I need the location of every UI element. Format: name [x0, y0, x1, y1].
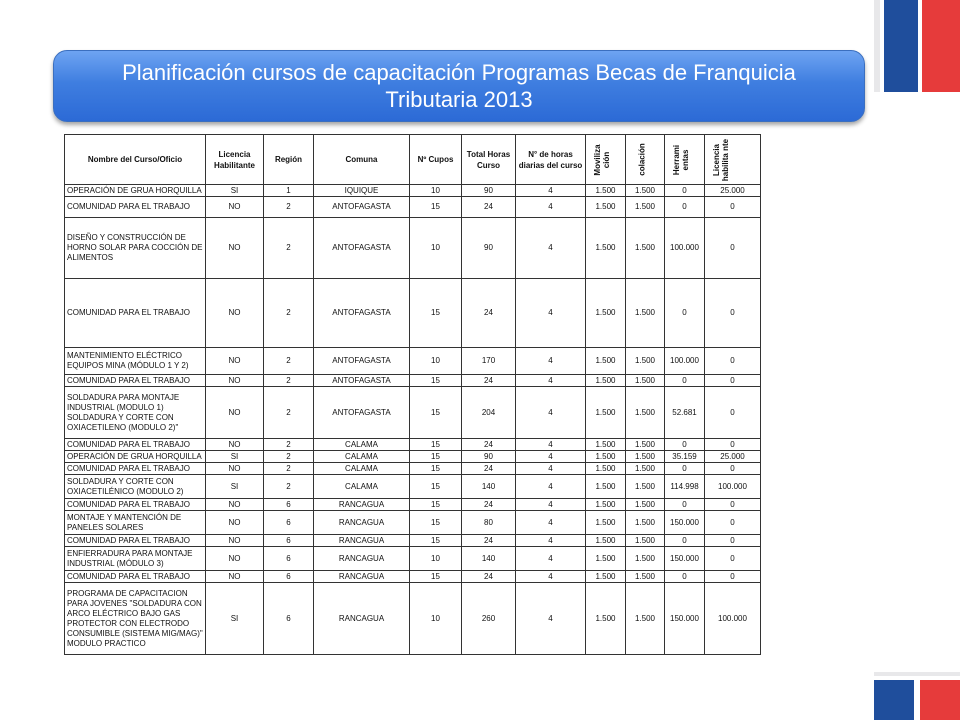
table-cell: 0 [665, 197, 705, 218]
table-row [65, 511, 761, 535]
table-row [65, 463, 761, 475]
table-cell: 15 [410, 375, 462, 387]
table-cell: 4 [516, 571, 586, 583]
table-cell: 100.000 [665, 218, 705, 279]
table-cell: 0 [705, 218, 761, 279]
table-cell: 1.500 [586, 463, 626, 475]
table-cell: 15 [410, 511, 462, 535]
table-cell: 90 [462, 218, 516, 279]
table-cell: NO [206, 197, 264, 218]
table-cell: 0 [665, 535, 705, 547]
table-cell: 0 [705, 375, 761, 387]
table-row [65, 348, 761, 375]
table-cell: CALAMA [314, 463, 410, 475]
table-cell: COMUNIDAD PARA EL TRABAJO [65, 197, 206, 218]
table-cell: SOLDADURA PARA MONTAJE INDUSTRIAL (MODULO 1) SOLDADURA Y CORTE CON OXIACETILENO (MODULO 2)" [65, 387, 206, 439]
table-cell: NO [206, 535, 264, 547]
table-cell: 25.000 [705, 185, 761, 197]
header-cell: Nº Cupos [410, 135, 462, 185]
table-cell: ANTOFAGASTA [314, 197, 410, 218]
table-cell: 24 [462, 279, 516, 348]
table-cell: RANCAGUA [314, 583, 410, 655]
table-cell: ANTOFAGASTA [314, 348, 410, 375]
flag-decoration-bottom [874, 672, 960, 720]
table-cell: 1.500 [626, 535, 665, 547]
table-cell: 1.500 [626, 375, 665, 387]
table-cell: 24 [462, 463, 516, 475]
table-cell: 150.000 [665, 583, 705, 655]
table-cell: NO [206, 375, 264, 387]
table-cell: 2 [264, 197, 314, 218]
table-row [65, 387, 761, 439]
table-cell: 4 [516, 279, 586, 348]
table-cell: NO [206, 547, 264, 571]
header-cell [705, 135, 761, 185]
header-cell-label: Licencia habilita nte [712, 138, 730, 181]
table-cell: 2 [264, 218, 314, 279]
header-cell-label: Herrami entas [672, 144, 690, 175]
table-cell: 1.500 [586, 583, 626, 655]
table-row [65, 197, 761, 218]
table-cell: 24 [462, 499, 516, 511]
table-cell: 150.000 [665, 547, 705, 571]
table-cell: 10 [410, 348, 462, 375]
table-cell: 4 [516, 451, 586, 463]
table-cell: ANTOFAGASTA [314, 279, 410, 348]
table-cell: 100.000 [665, 348, 705, 375]
table-cell: 2 [264, 279, 314, 348]
table-cell: 2 [264, 463, 314, 475]
table-cell: 80 [462, 511, 516, 535]
table-cell: 4 [516, 218, 586, 279]
table-cell: 90 [462, 451, 516, 463]
table-cell: 25.000 [705, 451, 761, 463]
table-row [65, 218, 761, 279]
table-cell: 150.000 [665, 511, 705, 535]
table-cell: 1.500 [626, 387, 665, 439]
table-cell: PROGRAMA DE CAPACITACION PARA JOVENES "SOLDADURA CON ARCO ELÉCTRICO BAJO GAS PROTECTOR CON ELECTRODO CONSUMIBLE (SISTEMA MIG/MAG)" MODULO PRACTICO [65, 583, 206, 655]
table-cell: 0 [665, 463, 705, 475]
table-cell: 4 [516, 375, 586, 387]
table-cell: 1.500 [626, 547, 665, 571]
table-cell: 10 [410, 547, 462, 571]
table-cell: 24 [462, 375, 516, 387]
table-cell: 1.500 [626, 439, 665, 451]
table-cell: 10 [410, 185, 462, 197]
header-cell: Total Horas Curso [462, 135, 516, 185]
table-row [65, 451, 761, 463]
table-cell: 15 [410, 197, 462, 218]
table-cell: 52.681 [665, 387, 705, 439]
table-row [65, 375, 761, 387]
table-cell: RANCAGUA [314, 499, 410, 511]
table-cell: 0 [705, 197, 761, 218]
header-cell: Región [264, 135, 314, 185]
table-cell: RANCAGUA [314, 547, 410, 571]
table-cell: 15 [410, 387, 462, 439]
table-cell: 15 [410, 463, 462, 475]
table-cell: 1.500 [586, 375, 626, 387]
table-cell: RANCAGUA [314, 535, 410, 547]
table-cell: NO [206, 511, 264, 535]
table-cell: 2 [264, 475, 314, 499]
header-cell [626, 135, 665, 185]
table-cell: 1.500 [586, 475, 626, 499]
table-cell: 1.500 [626, 348, 665, 375]
table-cell: 4 [516, 547, 586, 571]
table-cell: 10 [410, 218, 462, 279]
table-cell: 0 [705, 535, 761, 547]
table-cell: 4 [516, 463, 586, 475]
table-cell: NO [206, 279, 264, 348]
table-row [65, 583, 761, 655]
table-row [65, 535, 761, 547]
table-cell: COMUNIDAD PARA EL TRABAJO [65, 279, 206, 348]
header-cell: Comuna [314, 135, 410, 185]
table-cell: 15 [410, 535, 462, 547]
table-cell: 0 [665, 571, 705, 583]
table-cell: 0 [665, 375, 705, 387]
table-cell: 1.500 [586, 218, 626, 279]
table-cell: 2 [264, 451, 314, 463]
table-cell: 15 [410, 451, 462, 463]
table-cell: DISEÑO Y CONSTRUCCIÓN DE HORNO SOLAR PARA COCCIÓN DE ALIMENTOS [65, 218, 206, 279]
table-cell: 2 [264, 375, 314, 387]
table-cell: 6 [264, 499, 314, 511]
table-cell: 15 [410, 499, 462, 511]
table-cell: SI [206, 185, 264, 197]
table-cell: 1.500 [586, 511, 626, 535]
table-cell: 2 [264, 387, 314, 439]
table-cell: 1.500 [626, 197, 665, 218]
table-cell: 6 [264, 583, 314, 655]
table-cell: MANTENIMIENTO ELÉCTRICO EQUIPOS MINA (MÓDULO 1 Y 2) [65, 348, 206, 375]
table-cell: 4 [516, 439, 586, 451]
table-cell: ANTOFAGASTA [314, 375, 410, 387]
table-cell: NO [206, 463, 264, 475]
table-header-row [65, 135, 761, 185]
table-cell: 1.500 [586, 279, 626, 348]
table-cell: 100.000 [705, 583, 761, 655]
table-cell: 1.500 [586, 439, 626, 451]
header-cell: Licencia Habilitante [206, 135, 264, 185]
table-cell: 1.500 [586, 185, 626, 197]
table-cell: NO [206, 218, 264, 279]
table-cell: 0 [705, 511, 761, 535]
header-cell-label: colación [637, 143, 647, 176]
table-cell: 4 [516, 185, 586, 197]
table-cell: CALAMA [314, 451, 410, 463]
table-cell: 1.500 [586, 499, 626, 511]
header-cell [586, 135, 626, 185]
table-cell: 100.000 [705, 475, 761, 499]
table-cell: 15 [410, 279, 462, 348]
table-cell: MONTAJE Y MANTENCIÓN DE PANELES SOLARES [65, 511, 206, 535]
table-cell: IQUIQUE [314, 185, 410, 197]
table-cell: COMUNIDAD PARA EL TRABAJO [65, 499, 206, 511]
table-cell: 1.500 [626, 571, 665, 583]
table-cell: 1.500 [626, 583, 665, 655]
table-cell: 90 [462, 185, 516, 197]
table-cell: 15 [410, 439, 462, 451]
table-cell: 1.500 [626, 499, 665, 511]
table-cell: RANCAGUA [314, 511, 410, 535]
page-title: Planificación cursos de capacitación Programas Becas de Franquicia Tributaria 2013 [122, 60, 796, 112]
table-cell: 140 [462, 475, 516, 499]
table-row [65, 547, 761, 571]
table-cell: 1.500 [586, 547, 626, 571]
table-cell: SOLDADURA Y CORTE CON OXIACETILÉNICO (MODULO 2) [65, 475, 206, 499]
table-cell: 4 [516, 475, 586, 499]
table-cell: 15 [410, 571, 462, 583]
table-cell: 6 [264, 547, 314, 571]
table-cell: SI [206, 583, 264, 655]
table-cell: OPERACIÓN DE GRUA HORQUILLA [65, 451, 206, 463]
table-cell: 0 [705, 571, 761, 583]
table-cell: 0 [705, 547, 761, 571]
table-row [65, 571, 761, 583]
table-cell: NO [206, 387, 264, 439]
table-row [65, 475, 761, 499]
table-cell: 114.998 [665, 475, 705, 499]
flag-decoration-top [874, 0, 960, 92]
table-row [65, 439, 761, 451]
table-cell: 6 [264, 535, 314, 547]
table-cell: 0 [665, 499, 705, 511]
table-cell: 2 [264, 439, 314, 451]
table-cell: 140 [462, 547, 516, 571]
table-cell: NO [206, 439, 264, 451]
header-cell: N° de horas diarias del curso [516, 135, 586, 185]
table-row [65, 185, 761, 197]
table-cell: 1.500 [626, 218, 665, 279]
table-cell: 0 [705, 348, 761, 375]
courses-table [64, 134, 761, 655]
table-cell: SI [206, 451, 264, 463]
table-cell: 6 [264, 571, 314, 583]
table-cell: 4 [516, 387, 586, 439]
table-cell: 0 [665, 439, 705, 451]
table-row [65, 279, 761, 348]
table-cell: 1.500 [586, 571, 626, 583]
table-cell: ANTOFAGASTA [314, 387, 410, 439]
table-cell: COMUNIDAD PARA EL TRABAJO [65, 535, 206, 547]
table-cell: 4 [516, 197, 586, 218]
table-cell: 1.500 [586, 348, 626, 375]
table-cell: 4 [516, 535, 586, 547]
table-cell: 24 [462, 535, 516, 547]
header-cell: Nombre del Curso/Oficio [65, 135, 206, 185]
table-cell: COMUNIDAD PARA EL TRABAJO [65, 375, 206, 387]
header-cell-label: Moviliza ción [593, 143, 611, 176]
table-cell: ENFIERRADURA PARA MONTAJE INDUSTRIAL (MÓDULO 3) [65, 547, 206, 571]
table-cell: NO [206, 571, 264, 583]
table-cell: 1.500 [626, 185, 665, 197]
table-cell: 0 [665, 185, 705, 197]
table-cell: 0 [705, 439, 761, 451]
table-cell: OPERACIÓN DE GRUA HORQUILLA [65, 185, 206, 197]
table-cell: 4 [516, 583, 586, 655]
table-cell: 4 [516, 499, 586, 511]
table-cell: 0 [705, 463, 761, 475]
table-cell: RANCAGUA [314, 571, 410, 583]
table-cell: ANTOFAGASTA [314, 218, 410, 279]
table-cell: NO [206, 499, 264, 511]
header-cell [665, 135, 705, 185]
table-cell: 2 [264, 348, 314, 375]
table-cell: 260 [462, 583, 516, 655]
table-cell: 1.500 [586, 451, 626, 463]
table-cell: 0 [665, 279, 705, 348]
table-cell: 35.159 [665, 451, 705, 463]
table-cell: CALAMA [314, 439, 410, 451]
table-cell: SI [206, 475, 264, 499]
table-cell: 0 [705, 499, 761, 511]
table-cell: 24 [462, 197, 516, 218]
table-cell: 1.500 [626, 451, 665, 463]
table-cell: COMUNIDAD PARA EL TRABAJO [65, 571, 206, 583]
table-cell: 1.500 [626, 463, 665, 475]
table-cell: 10 [410, 583, 462, 655]
table-cell: 0 [705, 387, 761, 439]
table-cell: 24 [462, 439, 516, 451]
table-cell: 24 [462, 571, 516, 583]
table-cell: 4 [516, 511, 586, 535]
table-cell: NO [206, 348, 264, 375]
title-banner [53, 50, 865, 122]
table-cell: CALAMA [314, 475, 410, 499]
table-cell: 170 [462, 348, 516, 375]
table-cell: 1.500 [586, 197, 626, 218]
table-cell: 1.500 [586, 387, 626, 439]
table-cell: 15 [410, 475, 462, 499]
table-cell: 1.500 [626, 475, 665, 499]
table-cell: 1.500 [586, 535, 626, 547]
table-cell: 1.500 [626, 511, 665, 535]
table-cell: 204 [462, 387, 516, 439]
table-cell: COMUNIDAD PARA EL TRABAJO [65, 463, 206, 475]
table-cell: 6 [264, 511, 314, 535]
table-cell: 0 [705, 279, 761, 348]
table-cell: 1 [264, 185, 314, 197]
table-row [65, 499, 761, 511]
table-cell: COMUNIDAD PARA EL TRABAJO [65, 439, 206, 451]
table-cell: 1.500 [626, 279, 665, 348]
table-cell: 4 [516, 348, 586, 375]
